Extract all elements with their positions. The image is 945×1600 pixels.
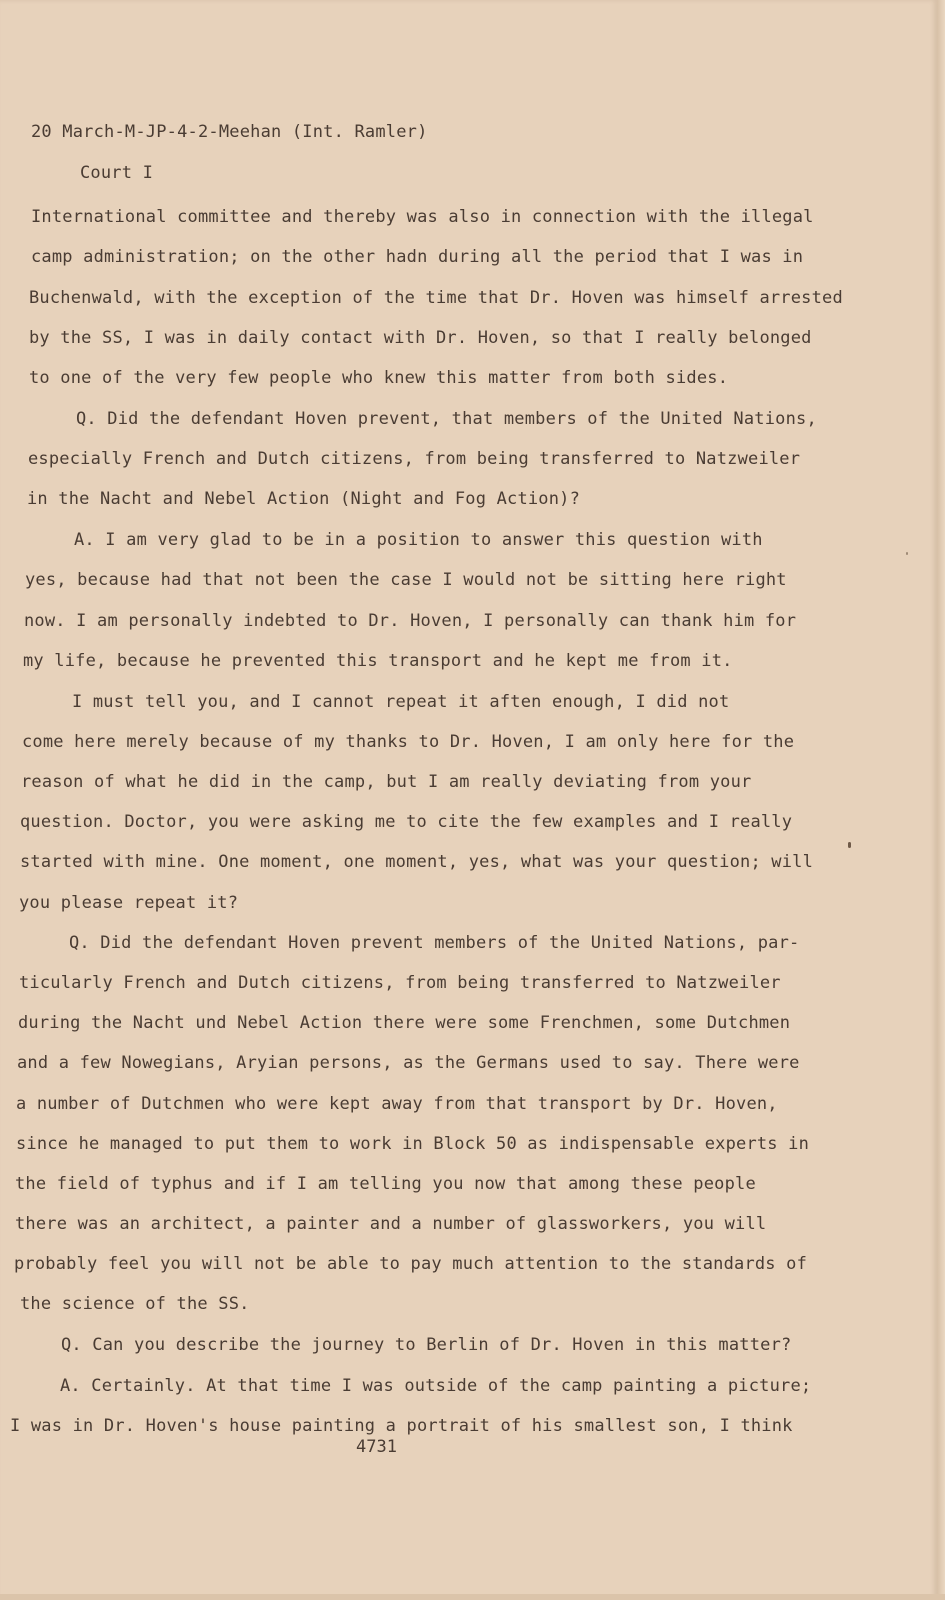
ink-speck bbox=[906, 552, 908, 555]
text-line: during the Nacht und Nebel Action there were some Frenchmen, some Dutchmen bbox=[18, 1013, 791, 1033]
text-line: A. Certainly. At that time I was outside of the camp painting a picture; bbox=[60, 1376, 812, 1396]
text-line: since he managed to put them to work in Block 50 as indispensable experts in bbox=[16, 1134, 810, 1154]
text-line: the field of typhus and if I am telling you now that among these people bbox=[15, 1174, 756, 1194]
text-line: a number of Dutchmen who were kept away from that transport by Dr. Hoven, bbox=[16, 1094, 778, 1114]
text-line: International committee and thereby was also in connection with the illegal bbox=[31, 207, 814, 227]
text-line: now. I am personally indebted to Dr. Hoven, I personally can thank him for bbox=[24, 611, 797, 631]
text-line: Q. Did the defendant Hoven prevent, that members of the United Nations, bbox=[76, 409, 817, 429]
text-line: reason of what he did in the camp, but I am really deviating from your bbox=[21, 772, 752, 792]
session-header: 20 March-M-JP-4-2-Meehan (Int. Ramler) bbox=[31, 122, 428, 142]
text-line: and a few Nowegians, Aryian persons, as the Germans used to say. There were bbox=[17, 1053, 800, 1073]
text-line: the science of the SS. bbox=[20, 1294, 250, 1314]
text-line: I must tell you, and I cannot repeat it aften enough, I did not bbox=[72, 692, 730, 712]
court-label: Court I bbox=[80, 163, 154, 183]
text-line: my life, because he prevented this transport and he kept me from it. bbox=[23, 651, 733, 671]
text-line: come here merely because of my thanks to Dr. Hoven, I am only here for the bbox=[22, 732, 795, 752]
text-line: camp administration; on the other hadn during all the period that I was in bbox=[31, 247, 804, 267]
text-line: yes, because had that not been the case I would not be sitting here right bbox=[25, 570, 787, 590]
text-line: I was in Dr. Hoven's house painting a portrait of his smallest son, I think bbox=[10, 1416, 793, 1436]
text-line: there was an architect, a painter and a number of glassworkers, you will bbox=[15, 1214, 767, 1234]
text-line: probably feel you will not be able to pay much attention to the standards of bbox=[14, 1254, 808, 1274]
text-line: A. I am very glad to be in a position to answer this question with bbox=[74, 530, 763, 550]
ink-speck bbox=[848, 842, 851, 848]
page-edge bbox=[937, 0, 945, 1600]
text-line: started with mine. One moment, one moment, yes, what was your question; will bbox=[20, 852, 814, 872]
text-line: Q. Did the defendant Hoven prevent members of the United Nations, par- bbox=[69, 933, 800, 953]
text-line: to one of the very few people who knew this matter from both sides. bbox=[29, 368, 729, 388]
text-line: Buchenwald, with the exception of the time that Dr. Hoven was himself arrested bbox=[29, 288, 843, 308]
page-number: 4731 bbox=[356, 1437, 397, 1457]
text-line: in the Nacht and Nebel Action (Night and Fog Action)? bbox=[27, 489, 581, 509]
text-line: Q. Can you describe the journey to Berlin of Dr. Hoven in this matter? bbox=[61, 1335, 792, 1355]
text-line: you please repeat it? bbox=[19, 893, 239, 913]
page-bottom-edge bbox=[0, 1594, 945, 1600]
text-line: question. Doctor, you were asking me to cite the few examples and I really bbox=[20, 812, 793, 832]
text-line: ticularly French and Dutch citizens, from being transferred to Natzweiler bbox=[19, 973, 781, 993]
text-line: especially French and Dutch citizens, from being transferred to Natzweiler bbox=[28, 449, 801, 469]
text-line: by the SS, I was in daily contact with Dr. Hoven, so that I really belonged bbox=[29, 328, 812, 348]
